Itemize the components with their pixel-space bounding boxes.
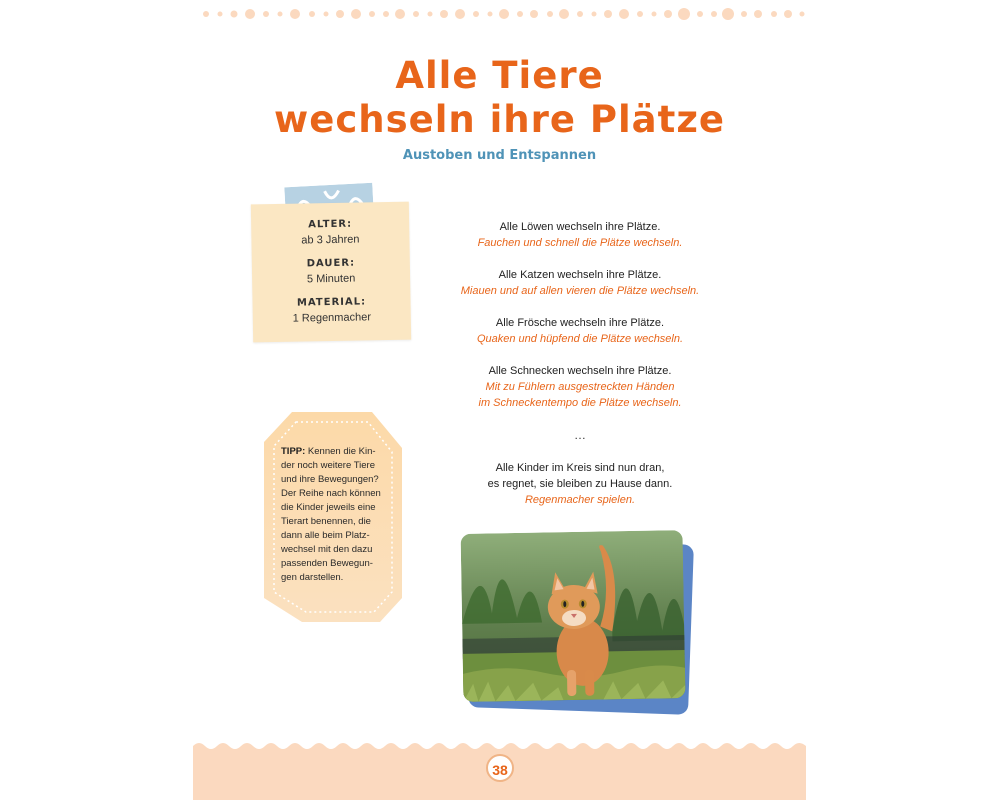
section-subtitle: Austoben und Entspannen <box>402 148 597 163</box>
poem-ellipsis: … <box>574 428 586 442</box>
title-line-1: Alle Tiere <box>395 54 604 97</box>
poem-stanza-5 <box>440 460 720 508</box>
poem-instruction: Mit zu Fühlern ausgestreckten Händen <box>485 381 675 393</box>
tip-line: Kennen die Kin- <box>305 446 376 457</box>
tip-line: der noch weitere Tiere <box>281 460 375 471</box>
tip-label: TIPP: <box>281 446 306 457</box>
poem-instruction: Miauen und auf allen vieren die Plätze wechseln. <box>460 285 700 297</box>
age-value: ab 3 Jahren <box>301 233 360 247</box>
poem-stanza-3 <box>440 315 720 347</box>
tip-line: die Kinder jeweils eine <box>281 502 376 513</box>
material-value: 1 Regenmacher <box>292 311 372 325</box>
info-note <box>251 202 411 343</box>
poem-stanza-2 <box>440 267 720 299</box>
page-title <box>193 54 806 142</box>
duration-label: DAUER: <box>306 257 356 270</box>
tip-line: Tierart benennen, die <box>281 516 371 527</box>
duration-value: 5 Minuten <box>306 272 356 286</box>
page-number: 38 <box>486 754 514 782</box>
title-line-2: wechseln ihre Plätze <box>274 98 725 141</box>
poem-stanza-1 <box>440 219 720 251</box>
tip-line: dann alle beim Platz- <box>281 530 370 541</box>
top-dot-border <box>200 8 806 20</box>
poem-line: es regnet, sie bleiben zu Hause dann. <box>487 478 673 490</box>
poem-instruction: im Schneckentempo die Plätze wechseln. <box>478 397 682 409</box>
material-label: MATERIAL: <box>296 296 367 309</box>
age-label: ALTER: <box>308 218 353 231</box>
tip-line: Der Reihe nach können <box>281 488 381 499</box>
poem-line: Alle Schnecken wechseln ihre Plätze. <box>488 365 672 377</box>
tip-line: passenden Bewegun- <box>281 558 373 569</box>
tip-text <box>281 445 393 585</box>
poem-line: Alle Frösche wechseln ihre Plätze. <box>495 317 665 329</box>
poem-line: Alle Katzen wechseln ihre Plätze. <box>498 269 662 281</box>
poem-instruction: Fauchen und schnell die Plätze wechseln. <box>477 237 683 249</box>
poem-stanza-4 <box>440 363 720 411</box>
tip-line: gen darstellen. <box>281 572 344 583</box>
tip-line: und ihre Bewegungen? <box>281 474 379 485</box>
poem-line: Alle Löwen wechseln ihre Plätze. <box>499 221 661 233</box>
poem-instruction: Regenmacher spielen. <box>524 494 636 506</box>
cat-photo <box>461 530 686 702</box>
poem-line: Alle Kinder im Kreis sind nun dran, <box>495 462 665 474</box>
tip-line: wechsel mit den dazu <box>281 544 373 555</box>
poem-instruction: Quaken und hüpfend die Plätze wechseln. <box>476 333 684 345</box>
